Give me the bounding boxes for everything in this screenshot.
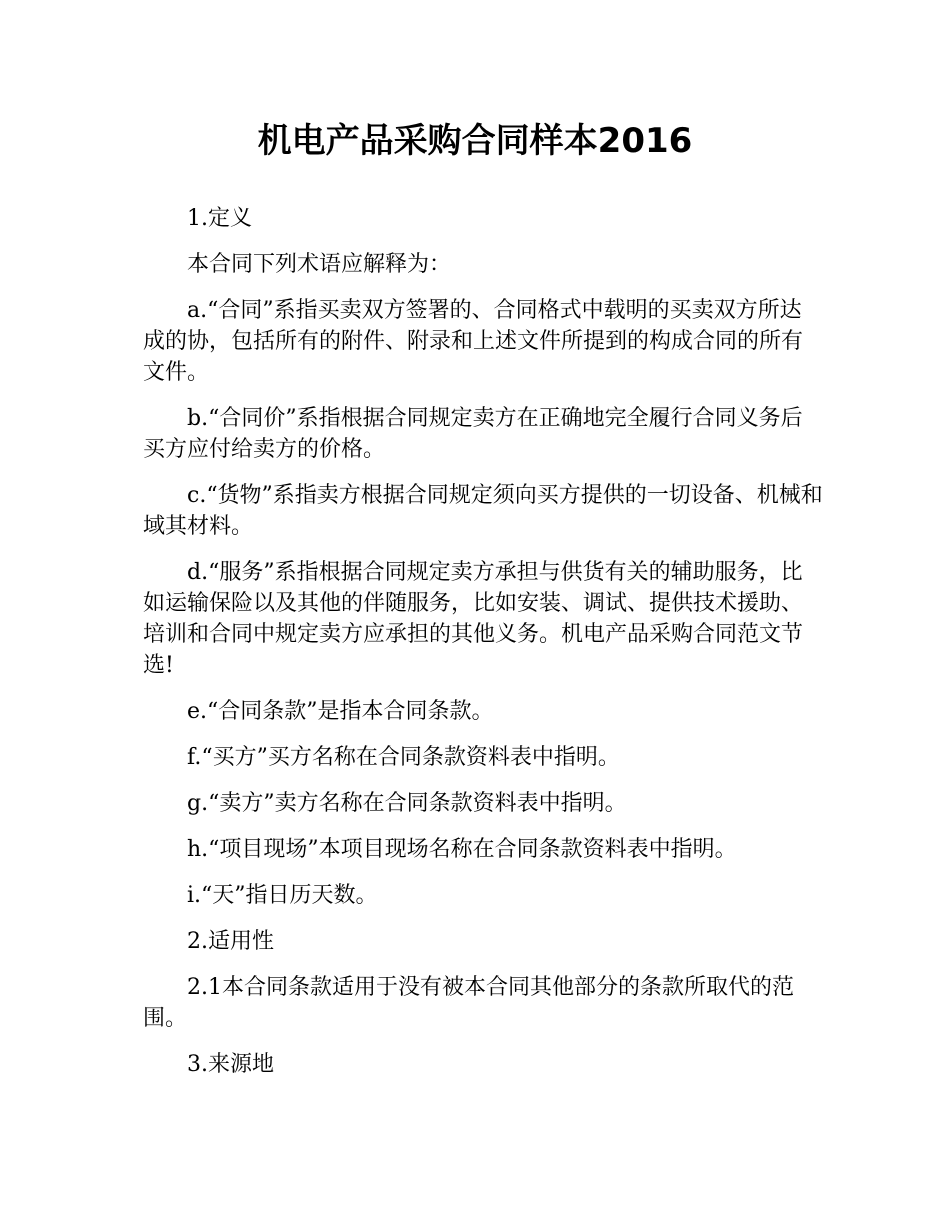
paragraph-definition-e: e.“合同条款”是指本合同条款。 [187,699,494,724]
paragraph-definition-b: b.“合同价”系指根据合同规定卖方在正确地完全履行合同义务后买方应付给卖方的价格。 [143,406,803,462]
paragraph-definition-g: g.“卖方”卖方名称在合同条款资料表中指明。 [187,791,627,816]
paragraph-definition-a: a.“合同”系指买卖双方签署的、合同格式中载明的买卖双方所达成的协，包括所有的附件、附录和上述文件所提到的构成合同的所有文件。 [143,298,804,385]
paragraph-section-2-1: 2.1本合同条款适用于没有被本合同其他部分的条款所取代的范围。 [143,975,794,1031]
paragraph-definition-h: h.“项目现场”本项目现场名称在合同条款资料表中指明。 [187,837,737,862]
paragraph-definition-d: d.“服务”系指根据合同规定卖方承担与供货有关的辅助服务，比如运输保险以及其他的伴随服务，比如安装、调试、提供技术援助、培训和合同中规定卖方应承担的其他义务。机电产品采购合同范文节选! [143,560,804,678]
document-body [143,203,823,1080]
paragraph-section-1-heading: 1.定义 [187,206,252,231]
paragraph-definition-f: f.“买方”买方名称在合同条款资料表中指明。 [187,745,620,770]
paragraph-section-2-heading: 2.适用性 [187,929,274,954]
document-title: 机电产品采购合同样本2016 [257,121,693,161]
paragraph-section-3-heading: 3.来源地 [187,1052,274,1077]
paragraph-terms-intro: 本合同下列术语应解释为： [187,252,452,277]
paragraph-definition-c: c.“货物”系指卖方根据合同规定须向买方提供的一切设备、机械和域其材料。 [143,483,823,539]
paragraph-definition-i: i.“天”指日历天数。 [187,883,378,908]
